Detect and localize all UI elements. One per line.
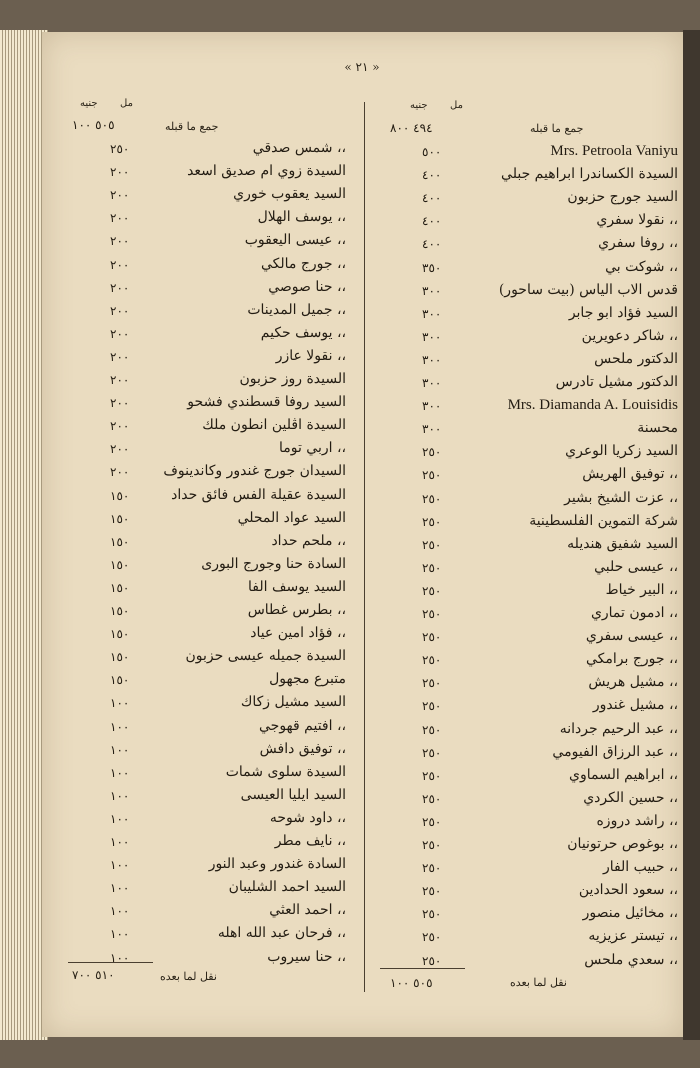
donor-name: ،، نقولا سفري	[596, 212, 678, 229]
donation-amount: ٣٠٠	[422, 376, 442, 390]
donor-name: السيد شفيق هنديله	[567, 535, 678, 552]
ledger-row	[50, 671, 350, 693]
donation-amount: ٢٠٠	[110, 303, 130, 318]
donation-amount: ٢٥٠	[422, 791, 442, 806]
ledger-row	[360, 721, 678, 743]
donation-amount: ٢٥٠	[422, 537, 442, 552]
ledger-row	[360, 859, 678, 881]
donor-name: ،، ادمون تماري	[590, 605, 678, 621]
ledger-row	[50, 833, 350, 855]
total-rule	[380, 968, 465, 969]
donor-name: ،، البير خياط	[605, 581, 678, 598]
donation-amount: ١٥٠	[110, 557, 130, 572]
donation-amount: ٣٥٠	[422, 260, 442, 275]
donation-amount: ٢٥٠	[110, 142, 130, 156]
ledger-row	[50, 487, 350, 509]
donor-name: ،، حنا صوصي	[268, 278, 346, 295]
donation-amount: ٢٠٠	[110, 165, 130, 180]
ledger-row	[50, 510, 350, 532]
donor-name: ،، توفيق دافش	[259, 740, 346, 757]
ledger-row	[50, 648, 350, 670]
ledger-row	[360, 605, 678, 627]
ledger-row	[50, 209, 350, 231]
ledger-row	[50, 279, 350, 301]
donor-name: محسنة	[637, 420, 678, 437]
carried-forward-label: جمع ما قبله	[165, 120, 219, 133]
donor-name: السيد زكريا الوعري	[565, 443, 678, 460]
donation-amount: ١٥٠	[110, 511, 130, 526]
donor-name: ،، مشيل غندور	[592, 697, 678, 714]
donor-name: ،، جميل المدينات	[247, 301, 346, 318]
ledger-row	[50, 694, 350, 716]
donation-amount: ٢٠٠	[110, 419, 130, 434]
ledger-row	[50, 533, 350, 555]
ledger-row	[360, 305, 678, 327]
donor-name: ،، بطرس غطاس	[247, 602, 346, 618]
donation-amount: ٢٥٠	[422, 838, 442, 852]
ledger-row	[360, 559, 678, 581]
donation-amount: ٣٠٠	[422, 329, 442, 344]
ledger-row	[360, 397, 678, 419]
donor-name: السيد عواد المحلي	[237, 509, 346, 526]
donation-amount: ٢٠٠	[110, 465, 130, 480]
ledger-row	[360, 513, 678, 535]
donation-amount: ٣٠٠	[422, 283, 442, 298]
donor-name: قدس الاب الياس (بيت ساحور)	[498, 281, 678, 298]
carried-forward-label: جمع ما قبله	[530, 122, 584, 135]
donation-amount: ٢٥٠	[422, 491, 442, 506]
ledger-row	[50, 879, 350, 901]
ledger-row	[360, 836, 678, 858]
donation-amount: ٢٥٠	[422, 607, 442, 621]
donation-amount: ٣٠٠	[422, 422, 442, 437]
donation-amount: ١٠٠	[110, 835, 130, 849]
donation-amount: ١٠٠	[110, 765, 130, 780]
ledger-row	[360, 490, 678, 512]
ledger-row	[360, 189, 678, 211]
donation-amount: ٢٠٠	[110, 280, 130, 295]
ledger-row	[50, 348, 350, 370]
donation-amount: ١٠٠	[110, 904, 130, 919]
donor-name: ،، عزت الشيخ بشير	[564, 489, 678, 506]
ledger-row	[360, 928, 678, 950]
donation-amount: ٢٠٠	[110, 396, 130, 411]
ledger-row	[360, 582, 678, 604]
donor-name: السادة حنا وجورج البورى	[201, 555, 346, 572]
ledger-row	[360, 651, 678, 673]
donor-name: السيدة جميله عيسى حزبون	[185, 648, 346, 665]
donation-amount: ٢٥٠	[422, 468, 442, 483]
ledger-row	[50, 741, 350, 763]
donor-name: Mrs. Diamanda A. Louisidis	[507, 397, 678, 414]
ledger-row	[50, 440, 350, 462]
donation-amount: ٢٥٠	[422, 560, 442, 575]
donation-amount: ١٠٠	[110, 742, 130, 757]
donor-name: ،، يوسف حكيم	[260, 324, 346, 341]
donation-amount: ٢٥٠	[422, 514, 442, 529]
ledger-row	[50, 764, 350, 786]
ledger-row	[50, 417, 350, 439]
donor-name: السيد مشيل زكاك	[240, 694, 346, 711]
donation-amount: ٣٠٠	[422, 399, 442, 414]
ledger-row	[50, 256, 350, 278]
carried-over-amount: ٥٠٥ ١٠٠	[390, 976, 433, 990]
ledger-row	[50, 718, 350, 740]
donation-amount: ٤٠٠	[422, 237, 442, 252]
unit-pounds-header: جنيه	[410, 100, 428, 111]
carried-over-label: نقل لما بعده	[510, 976, 567, 989]
unit-milliemes-header: مل	[450, 100, 463, 111]
donor-name: السيد ايليا العيسى	[240, 786, 346, 803]
donation-amount: ١٠٠	[110, 927, 130, 942]
donation-amount: ١٠٠	[110, 696, 130, 711]
donor-name: الدكتور مشيل تادرس	[555, 374, 678, 390]
donation-amount: ٢٠٠	[110, 442, 130, 457]
donation-amount: ٢٥٠	[422, 884, 442, 899]
column-divider	[364, 102, 365, 992]
ledger-row	[50, 463, 350, 485]
ledger-row	[50, 186, 350, 208]
ledger-row	[360, 674, 678, 696]
ledger-row	[50, 556, 350, 578]
donation-amount: ٣٠٠	[422, 352, 442, 367]
ledger-row	[50, 302, 350, 324]
page-edges	[0, 30, 48, 1040]
ledger-row	[360, 744, 678, 766]
ledger-row	[360, 212, 678, 234]
unit-pounds-header: جنيه	[80, 98, 98, 109]
ledger-row	[360, 282, 678, 304]
donation-amount: ٤٠٠	[422, 214, 442, 229]
donor-name: ،، مشيل هريش	[588, 674, 678, 691]
ledger-row	[360, 166, 678, 188]
donation-amount: ٢٥٠	[422, 745, 442, 760]
donor-name: متبرع مجهول	[269, 671, 346, 688]
ledger-row	[50, 371, 350, 393]
donation-amount: ٢٠٠	[110, 326, 130, 341]
donor-name: ،، عبد الرزاق الفيومي	[552, 743, 678, 760]
donor-name: السيد يعقوب خوري	[233, 186, 346, 203]
page-number: « ٢١ »	[344, 60, 380, 74]
donation-amount: ٢٥٠	[422, 583, 442, 598]
donor-name: ،، عيسى حلبي	[594, 558, 678, 575]
donor-name: ،، شمس صدقي	[252, 140, 346, 156]
donor-name: السيدة سلوى شمات	[225, 763, 346, 780]
donation-amount: ١٥٠	[110, 604, 130, 618]
donation-amount: ٢٥٠	[422, 907, 442, 922]
ledger-row	[360, 697, 678, 719]
donation-amount: ٢٥٠	[422, 445, 442, 460]
book-binding	[683, 30, 700, 1040]
donor-name: السيد احمد الشليبان	[228, 879, 346, 896]
ledger-row	[360, 374, 678, 396]
donation-amount: ١٥٠	[110, 627, 130, 642]
ledger-row	[50, 232, 350, 254]
donation-amount: ١٥٠	[110, 650, 130, 665]
ledger-row	[50, 625, 350, 647]
donation-amount: ٣٠٠	[422, 306, 442, 321]
ledger-row	[360, 536, 678, 558]
donor-name: ،، ملحم حداد	[271, 532, 346, 549]
donor-name: ،، افتيم قهوجي	[259, 717, 346, 734]
donor-name: شركة التموين الفلسطينية	[529, 512, 678, 529]
ledger-row	[360, 952, 678, 974]
donor-name: ،، حسين الكردي	[583, 789, 678, 806]
donor-name: ،، توفيق الهريش	[582, 466, 678, 483]
donor-name: ،، بوغوص حرتونيان	[567, 836, 678, 852]
donation-amount: ٤٠٠	[422, 191, 442, 206]
donor-name: ،، مخائيل منصور	[582, 905, 678, 922]
ledger-row	[360, 767, 678, 789]
donation-amount: ٢٠٠	[110, 234, 130, 249]
donation-amount: ٢٠٠	[110, 211, 130, 226]
donor-name: السيدان جورج غندور وكاندينوف	[163, 463, 346, 480]
donation-amount: ٢٥٠	[422, 699, 442, 714]
donor-name: ،، احمد العثي	[269, 902, 346, 919]
donor-name: ،، اربي توما	[278, 440, 346, 457]
ledger-row	[360, 466, 678, 488]
ledger-row	[50, 579, 350, 601]
donor-name: ،، ابراهيم السماوي	[569, 766, 678, 783]
donor-name: السيد يوسف الفا	[248, 578, 346, 595]
donation-amount: ٢٠٠	[110, 373, 130, 387]
donation-amount: ٢٥٠	[422, 630, 442, 645]
ledger-row	[50, 902, 350, 924]
unit-milliemes-header: مل	[120, 98, 133, 109]
donor-name: ،، تيستر عزيزيه	[588, 928, 678, 945]
donor-name: ،، يوسف الهلال	[257, 209, 346, 226]
donor-name: السيدة عقيلة الفس فائق حداد	[171, 486, 346, 503]
ledger-page	[42, 32, 683, 1037]
donation-amount: ٢٥٠	[422, 953, 442, 968]
donation-amount: ١٥٠	[110, 488, 130, 503]
donation-amount: ١٥٠	[110, 673, 130, 688]
donor-name: ،، عبد الرحيم جردانه	[559, 720, 678, 737]
donation-amount: ١٥٠	[110, 580, 130, 595]
ledger-row	[50, 394, 350, 416]
carried-over-amount: ٥١٠ ٧٠٠	[72, 968, 115, 982]
donation-amount: ٢٥٠	[422, 861, 442, 876]
donation-amount: ٢٥٠	[422, 653, 442, 668]
donor-name: السيد فؤاد ابو جابر	[568, 304, 678, 321]
ledger-row	[50, 925, 350, 947]
donation-amount: ١٠٠	[110, 811, 130, 826]
donor-name: ،، فؤاد امين عياد	[250, 625, 346, 642]
donation-amount: ٢٠٠	[110, 188, 130, 203]
ledger-row	[360, 882, 678, 904]
donor-name: ،، سعود الحدادين	[578, 882, 678, 899]
donation-amount: ٢٥٠	[422, 722, 442, 737]
donor-name: ،، عيسى اليعقوب	[244, 232, 346, 249]
ledger-row	[50, 810, 350, 832]
donor-name: Mrs. Petroola Vaniyu	[550, 143, 678, 159]
donor-name: الدكتور ملحس	[594, 350, 678, 367]
donation-amount: ٢٥٠	[422, 814, 442, 829]
donor-name: السيد جورج حزبون	[567, 189, 678, 206]
donation-amount: ٢٠٠	[110, 257, 130, 272]
donor-name: ،، جورج برامكي	[585, 651, 678, 668]
donor-name: ،، جورج مالكي	[260, 255, 346, 272]
ledger-row	[50, 163, 350, 185]
donor-name: ،، سعدي ملحس	[584, 951, 678, 968]
ledger-row	[360, 328, 678, 350]
donor-name: ،، داود شوحه	[269, 809, 346, 826]
donor-name: ،، نقولا عازر	[275, 347, 346, 364]
donor-name: السيدة روز حزبون	[239, 371, 346, 387]
donor-name: ،، حبيب الفار	[602, 859, 678, 876]
ledger-row	[50, 856, 350, 878]
ledger-row	[360, 813, 678, 835]
donor-name: ،، روفا سفري	[598, 235, 678, 252]
ledger-row	[50, 787, 350, 809]
ledger-row	[360, 443, 678, 465]
donor-name: السيدة اڤلين انطون ملك	[202, 417, 346, 434]
donor-name: السيدة الكساندرا ابراهيم جبلي	[501, 166, 678, 183]
ledger-row	[360, 351, 678, 373]
ledger-row	[360, 420, 678, 442]
ledger-row	[50, 140, 350, 162]
donation-amount: ١٥٠	[110, 534, 130, 549]
ledger-row	[360, 628, 678, 650]
donor-name: ،، عيسى سفري	[585, 628, 678, 645]
ledger-row	[360, 905, 678, 927]
donation-amount: ١٠٠	[110, 950, 130, 965]
donor-name: ،، فرحان عبد الله اهله	[217, 925, 346, 942]
donor-name: ،، شوكت بي	[605, 258, 678, 275]
donor-name: السادة غندور وعبد النور	[208, 856, 346, 873]
donor-name: السيد روفا قسطندي فشحو	[187, 394, 346, 411]
donor-name: ،، حنا سيروب	[267, 948, 346, 965]
donation-amount: ٢٥٠	[422, 930, 442, 945]
donor-name: ،، شاكر دعويرين	[581, 327, 678, 344]
donation-amount: ٢٥٠	[422, 676, 442, 691]
donation-amount: ٢٥٠	[422, 768, 442, 783]
donor-name: السيدة زوي ام صديق اسعد	[187, 163, 346, 180]
ledger-row	[360, 790, 678, 812]
ledger-row	[50, 602, 350, 624]
ledger-row	[360, 235, 678, 257]
donation-amount: ٥٠٠	[422, 145, 442, 159]
donation-amount: ١٠٠	[110, 881, 130, 896]
donor-name: ،، راشد دروزه	[596, 812, 678, 829]
ledger-row	[360, 143, 678, 165]
carried-forward-amount: ٥٠٥ ١٠٠	[72, 118, 115, 132]
donation-amount: ١٠٠	[110, 788, 130, 803]
ledger-row	[360, 259, 678, 281]
donation-amount: ١٠٠	[110, 719, 130, 734]
ledger-row	[50, 325, 350, 347]
donation-amount: ١٠٠	[110, 858, 130, 873]
donor-name: ،، نايف مطر	[274, 833, 346, 849]
carried-over-label: نقل لما بعده	[160, 970, 217, 983]
total-rule	[68, 962, 153, 963]
carried-forward-amount: ٤٩٤ ٨٠٠	[390, 121, 433, 135]
donation-amount: ٤٠٠	[422, 168, 442, 183]
donation-amount: ٢٠٠	[110, 349, 130, 364]
